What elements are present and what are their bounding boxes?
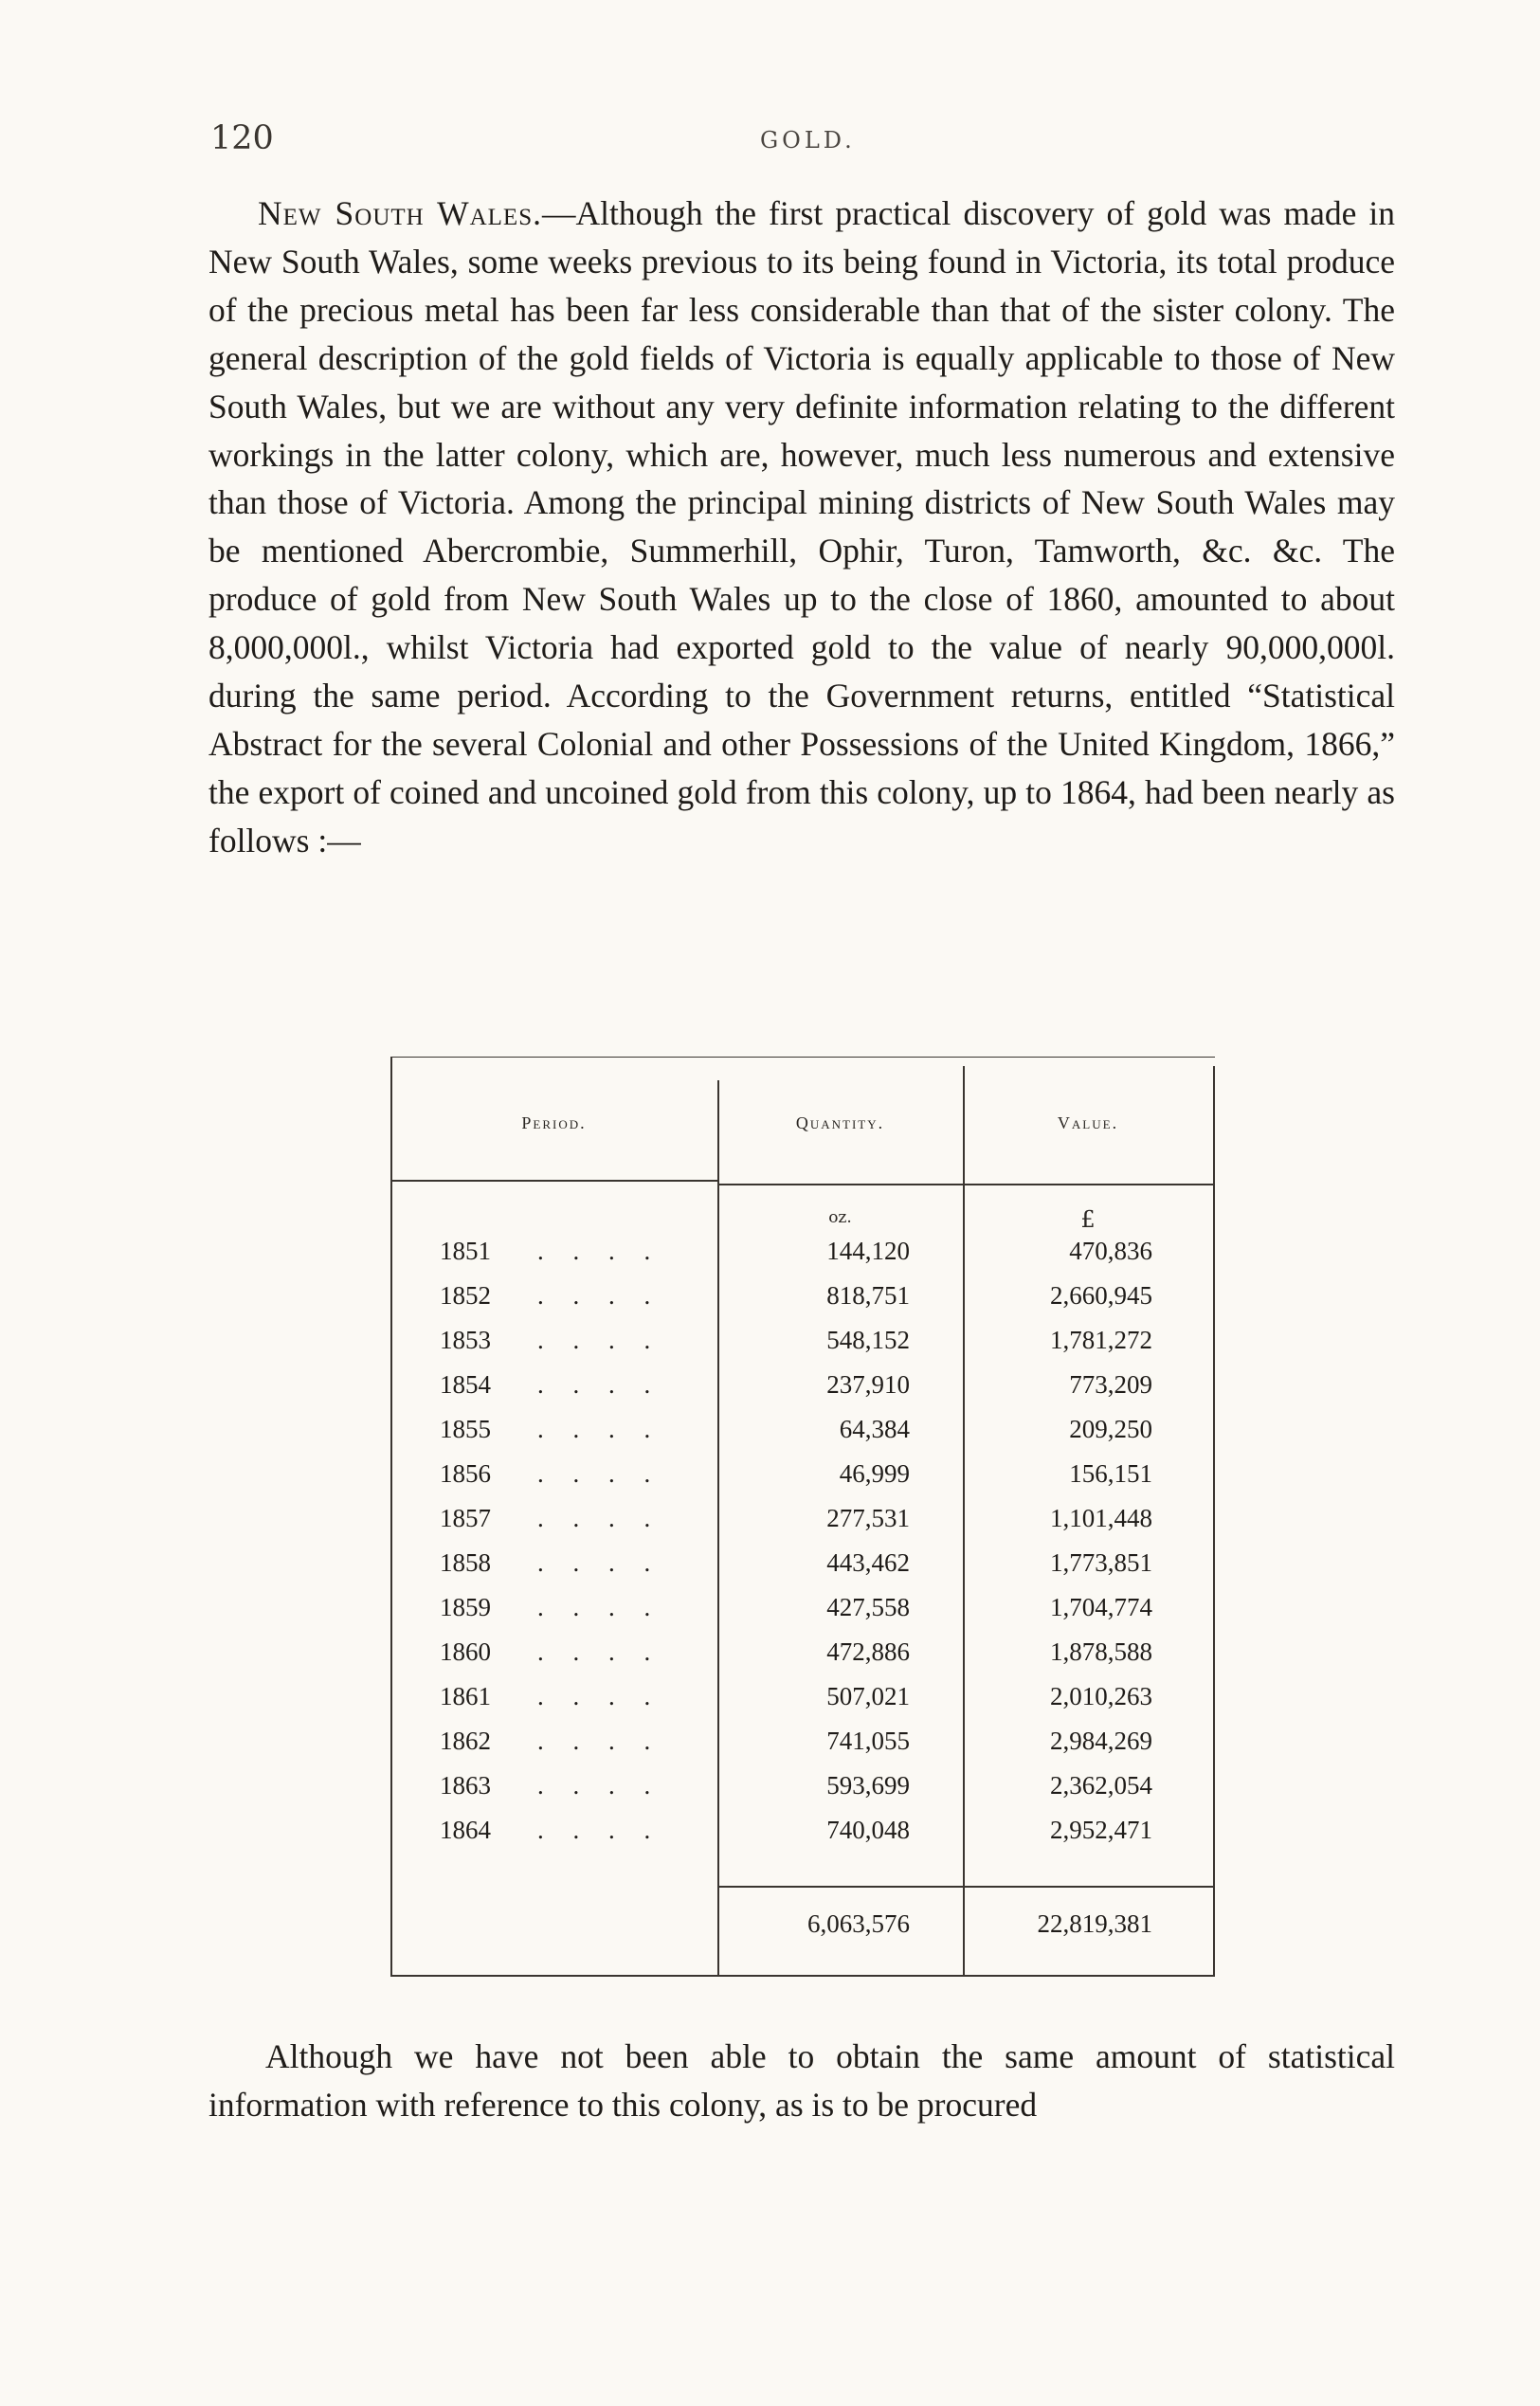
totals-rule [717,1886,1215,1888]
row-leader-dots: . . . . [537,1281,662,1310]
row-leader-dots: . . . . [537,1816,662,1844]
table-row [390,1682,1215,1727]
row-quantity: 64,384 [839,1415,910,1443]
total-quantity: 6,063,576 [807,1909,910,1938]
row-quantity: 740,048 [826,1816,910,1844]
header-rule-period [390,1180,717,1182]
row-quantity: 144,120 [826,1237,910,1265]
row-value: 1,101,448 [1050,1504,1152,1532]
row-leader-dots: . . . . [537,1459,662,1488]
table-row [390,1370,1215,1415]
table-top-rule [390,1057,1215,1058]
row-value: 470,836 [1069,1237,1152,1265]
table-row [390,1326,1215,1370]
table-row [390,1504,1215,1548]
row-leader-dots: . . . . [537,1682,662,1710]
table-row [390,1281,1215,1326]
table-bottom-rule [390,1975,1215,1977]
row-year: 1860 [440,1637,491,1666]
row-leader-dots: . . . . [537,1771,662,1800]
row-year: 1855 [440,1415,491,1443]
row-leader-dots: . . . . [537,1326,662,1354]
row-quantity: 443,462 [826,1548,910,1577]
table-row [390,1727,1215,1771]
row-year: 1861 [440,1682,491,1710]
row-year: 1853 [440,1326,491,1354]
header-value: Value. [1057,1113,1119,1132]
header-rule-values [717,1184,1215,1185]
table-row [390,1459,1215,1504]
row-year: 1859 [440,1593,491,1621]
row-value: 2,010,263 [1050,1682,1152,1710]
paragraph-lead: New South Wales. [258,194,542,232]
row-value: 2,362,054 [1050,1771,1152,1800]
row-leader-dots: . . . . [537,1593,662,1621]
table-row [390,1415,1215,1459]
row-quantity: 427,558 [826,1593,910,1621]
header-quantity: Quantity. [795,1113,885,1132]
row-year: 1862 [440,1727,491,1755]
row-year: 1852 [440,1281,491,1310]
row-year: 1856 [440,1459,491,1488]
table-row [390,1816,1215,1860]
gold-export-table [390,1057,1215,1976]
table-row [390,1548,1215,1593]
table-row [390,1637,1215,1682]
row-quantity: 548,152 [826,1326,910,1354]
row-value: 2,984,269 [1050,1727,1152,1755]
row-year: 1851 [440,1237,491,1265]
row-leader-dots: . . . . [537,1237,662,1265]
paragraph-new-south-wales [208,190,1395,865]
row-value: 156,151 [1069,1459,1152,1488]
row-value: 1,704,774 [1050,1593,1152,1621]
row-year: 1864 [440,1816,491,1844]
row-value: 1,781,272 [1050,1326,1152,1354]
row-year: 1858 [440,1548,491,1577]
row-leader-dots: . . . . [537,1727,662,1755]
row-quantity: 507,021 [826,1682,910,1710]
row-value: 1,878,588 [1050,1637,1152,1666]
row-leader-dots: . . . . [537,1370,662,1399]
row-quantity: 818,751 [826,1281,910,1310]
running-head [210,119,1395,167]
table-row [390,1771,1215,1816]
row-year: 1863 [440,1771,491,1800]
row-leader-dots: . . . . [537,1548,662,1577]
unit-quantity: oz. [828,1208,852,1227]
row-leader-dots: . . . . [537,1637,662,1666]
row-quantity: 472,886 [826,1637,910,1666]
row-leader-dots: . . . . [537,1415,662,1443]
row-value: 1,773,851 [1050,1548,1152,1577]
unit-value: £ [1080,1206,1096,1233]
table-row [390,1593,1215,1637]
paragraph-continuation: Although we have not been able to obtain the same amount of statistical information with reference to this colony, as is to be procured [208,2037,1395,2124]
row-value: 773,209 [1069,1370,1152,1399]
row-quantity: 277,531 [826,1504,910,1532]
row-quantity: 46,999 [839,1459,910,1488]
row-value: 209,250 [1069,1415,1152,1443]
total-value: 22,819,381 [1037,1909,1152,1938]
table-row [390,1237,1215,1281]
header-period: Period. [521,1113,587,1132]
row-value: 2,952,471 [1050,1816,1152,1844]
page-number: 120 [210,119,274,157]
row-value: 2,660,945 [1050,1281,1152,1310]
running-title: GOLD. [760,127,856,154]
row-year: 1854 [440,1370,491,1399]
row-quantity: 741,055 [826,1727,910,1755]
row-leader-dots: . . . . [537,1504,662,1532]
row-quantity: 237,910 [826,1370,910,1399]
row-year: 1857 [440,1504,491,1532]
row-quantity: 593,699 [826,1771,910,1800]
paragraph-body: —Although the first practical discovery of gold was made in New South Wales, some weeks previous to its being found in Victoria, its total produce of the precious metal has been far less considerable than that of the sister colony. The general description of the gold fields of Victoria is equally applicable to those of New South Wales, but we are without any very definite information relating to the different workings in the latter colony, which are, however, much less numerous and extensive than those of Victoria. Among the principal mining districts of New South Wales may be mentioned Abercrombie, Summerhill, Ophir, Turon, Tamworth, &c. &c. The produce of gold from New South Wales up to the close of 1860, amounted to about 8,000,000l., whilst Victoria had exported gold to the value of nearly 90,000,000l. during the same period. According to the Government returns, entitled “Statistical Abstract for the several Colonial and other Possessions of the United Kingdom, 1866,” the export of coined and uncoined gold from this colony, up to 1864, had been nearly as follows :— [208,194,1395,859]
